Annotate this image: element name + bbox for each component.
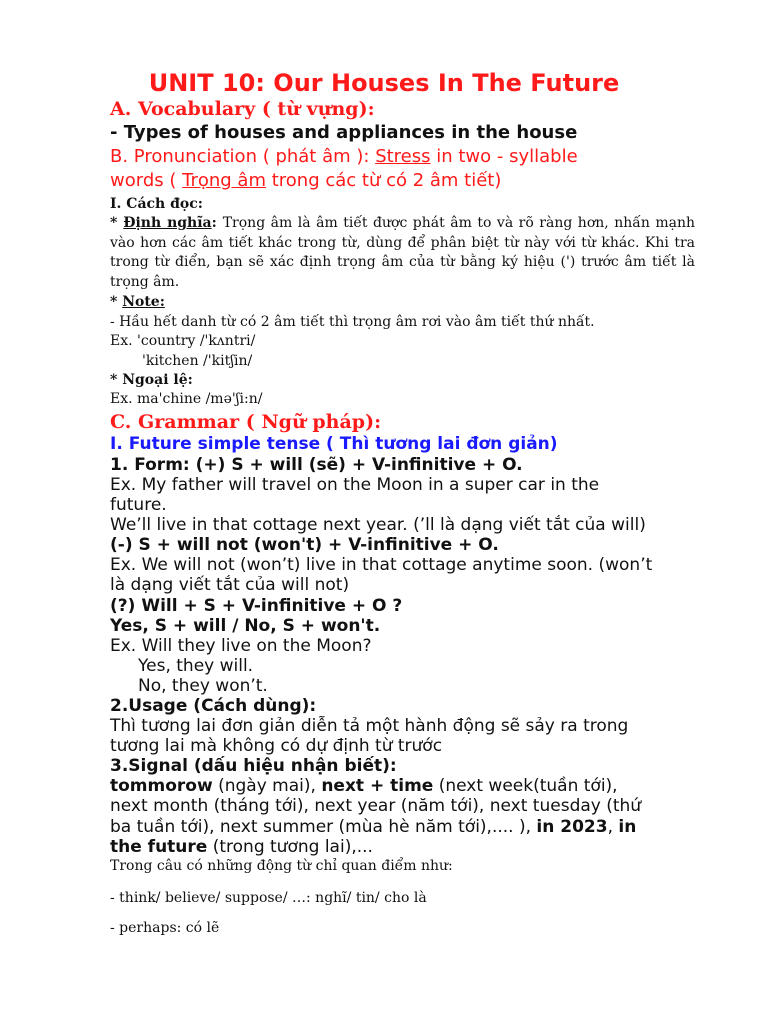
- pronunciation-heading-line2: [110, 170, 501, 192]
- definition-colon: :: [211, 215, 223, 231]
- usage-heading: 2.Usage (Cách dùng):: [110, 696, 317, 716]
- pronunciation-heading: [110, 146, 578, 168]
- pronunciation-suffix: in two - syllable: [430, 146, 578, 167]
- signal-the-future-meaning: (trong tương lai),...: [207, 837, 373, 857]
- page-title: UNIT 10: Our Houses In The Future: [148, 69, 620, 97]
- example-positive-2: future.: [110, 495, 167, 515]
- answer-no: No, they won’t.: [138, 676, 268, 696]
- usage-line-2: tương lai mà không có dự định từ trước: [110, 736, 443, 756]
- grammar-heading: C. Grammar ( Ngữ pháp):: [110, 411, 382, 433]
- opinion-verbs-line-1: - think/ believe/ suppose/ …: nghĩ/ tin/ cho là: [110, 890, 427, 906]
- signal-in-2023: in 2023: [536, 817, 608, 837]
- signal-tomorrow-meaning: (ngày mai),: [212, 776, 322, 796]
- vocabulary-heading: A. Vocabulary ( từ vựng):: [110, 98, 375, 120]
- note-star: *: [110, 294, 123, 310]
- opinion-verbs-line-2: - perhaps: có lẽ: [110, 920, 220, 936]
- stress-word: Stress: [375, 146, 431, 167]
- example-positive-3: We’ll live in that cottage next year. (’ll là dạng viết tắt của will): [110, 515, 646, 535]
- pronunciation-prefix: B. Pronunciation ( phát âm ):: [110, 146, 376, 167]
- definition-paragraph: [110, 214, 695, 292]
- note-label: Note:: [122, 294, 165, 310]
- exception-heading: * Ngoại lệ:: [110, 372, 193, 388]
- form-positive: 1. Form: (+) S + will (sẽ) + V-infinitive + O.: [110, 455, 523, 475]
- signal-line-3-text: ba tuần tới), next summer (mùa hè năm tới),.... ),: [110, 817, 537, 837]
- signal-line-4: [110, 837, 373, 857]
- definition-text: Trọng âm là âm tiết được phát âm to và rõ ràng hơn, nhấn mạnh vào hơn các âm tiết khác trong từ, dùng để phân biệt từ này với từ khác. Khi tra trong từ điển, bạn sẽ xác định trọng âm của từ bằng ký hiệu (') trước âm tiết là trọng âm.: [110, 215, 695, 290]
- vocabulary-line: - Types of houses and appliances in the house: [110, 122, 578, 143]
- pronunciation-line2-prefix: words (: [110, 170, 183, 191]
- signal-line-1: [110, 776, 618, 796]
- signal-the-future: the future: [110, 837, 208, 857]
- trong-am-word: Trọng âm: [182, 170, 266, 191]
- example-negative-1: Ex. We will not (won’t) live in that cottage anytime soon. (won’t: [110, 555, 653, 575]
- definition-label: Định nghĩa: [123, 215, 212, 231]
- form-answer: Yes, S + will / No, S + won't.: [110, 616, 381, 636]
- note-text: - Hầu hết danh từ có 2 âm tiết thì trọng âm rơi vào âm tiết thứ nhất.: [110, 314, 595, 330]
- signal-next-time-meaning: (next week(tuần tới),: [433, 776, 618, 796]
- answer-yes: Yes, they will.: [138, 656, 254, 676]
- form-question: (?) Will + S + V-infinitive + O ?: [110, 596, 403, 616]
- pronunciation-line2-suffix: trong các từ có 2 âm tiết): [265, 170, 502, 191]
- example-positive-1: Ex. My father will travel on the Moon in a super car in the: [110, 475, 600, 495]
- signal-comma: ,: [607, 817, 619, 837]
- example-country: Ex. 'country /'kʌntri/: [110, 333, 256, 349]
- signal-next-time: next + time: [321, 776, 434, 796]
- note-heading: [110, 293, 165, 312]
- form-negative: (-) S + will not (won't) + V-infinitive + O.: [110, 535, 499, 555]
- example-negative-2: là dạng viết tắt của will not): [110, 575, 350, 595]
- usage-line-1: Thì tương lai đơn giản diễn tả một hành động sẽ sảy ra trong: [110, 716, 629, 736]
- signal-in: in: [618, 817, 637, 837]
- definition-star: *: [110, 215, 124, 231]
- example-kitchen: 'kitchen /'kitʃin/: [142, 353, 253, 369]
- signal-line-2: next month (tháng tới), next year (năm tới), next tuesday (thứ: [110, 796, 642, 816]
- signal-tomorrow: tommorow: [110, 776, 213, 796]
- example-question: Ex. Will they live on the Moon?: [110, 636, 372, 656]
- signal-heading: 3.Signal (dấu hiệu nhận biết):: [110, 756, 397, 776]
- example-machine: Ex. ma'chine /mə'ʃi:n/: [110, 391, 263, 407]
- signal-line-3: [110, 817, 636, 837]
- opinion-verbs-intro: Trong câu có những động từ chỉ quan điểm như:: [110, 858, 453, 874]
- cach-doc-heading: I. Cách đọc:: [110, 196, 203, 212]
- grammar-subheading: I. Future simple tense ( Thì tương lai đơn giản): [110, 434, 558, 454]
